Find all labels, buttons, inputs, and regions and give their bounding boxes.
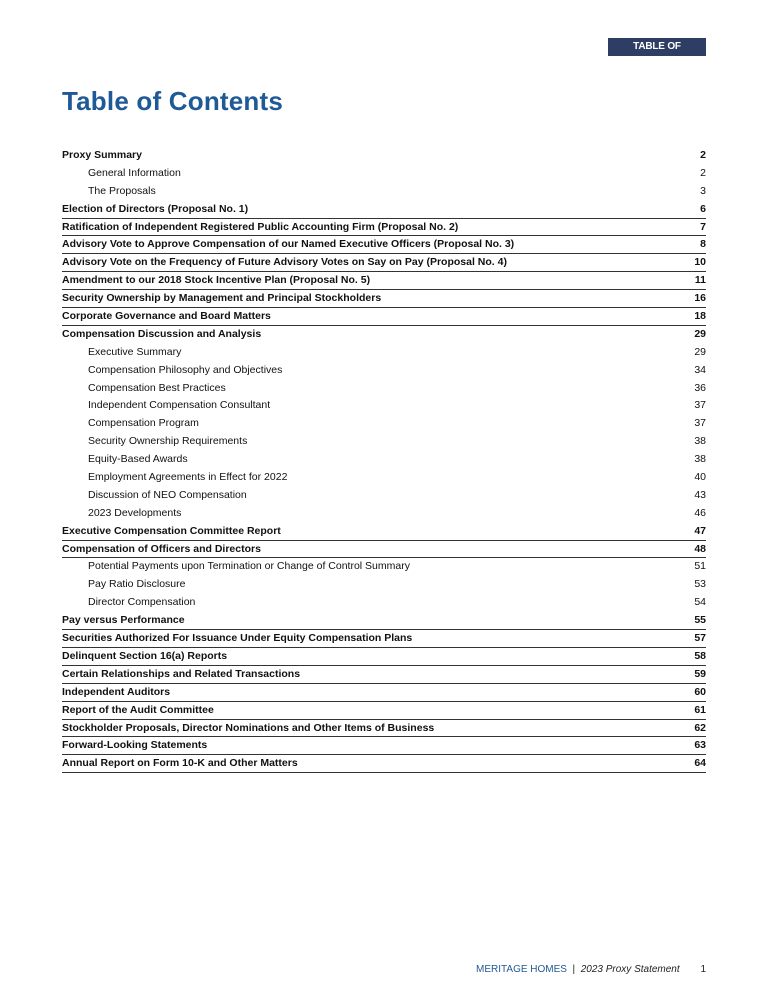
toc-entry-page[interactable]: 62 [694, 721, 706, 734]
toc-entry-page[interactable]: 36 [694, 381, 706, 394]
toc-section-entry[interactable] [62, 541, 706, 559]
toc-entry-label[interactable]: Stockholder Proposals, Director Nominations and Other Items of Business [62, 721, 435, 734]
toc-section-entry[interactable] [62, 254, 706, 272]
toc-section-entry[interactable] [62, 684, 706, 702]
toc-entry-page[interactable]: 57 [694, 632, 706, 645]
toc-entry-page[interactable]: 43 [694, 488, 706, 501]
toc-entry-page[interactable]: 3 [700, 184, 706, 197]
toc-section-entry[interactable] [62, 272, 706, 290]
toc-entry-page[interactable]: 6 [700, 202, 706, 215]
toc-entry-page[interactable]: 8 [700, 238, 706, 251]
toc-entry-label[interactable]: Annual Report on Form 10-K and Other Matters [62, 757, 298, 770]
toc-entry-label[interactable]: Employment Agreements in Effect for 2022 [88, 471, 288, 484]
toc-entry-page[interactable]: 47 [694, 524, 706, 537]
toc-entry-label[interactable]: Pay versus Performance [62, 614, 185, 627]
toc-entry-page[interactable]: 2 [700, 149, 706, 161]
footer-page-number: 1 [700, 964, 706, 975]
toc-subsection-entry[interactable] [62, 487, 706, 505]
toc-entry-page[interactable]: 61 [694, 703, 706, 716]
toc-entry-page[interactable]: 63 [694, 739, 706, 752]
toc-subsection-entry[interactable] [62, 594, 706, 612]
toc-subsection-entry[interactable] [62, 165, 706, 183]
toc-section-entry[interactable] [62, 523, 706, 541]
toc-entry-label[interactable]: Securities Authorized For Issuance Under Equity Compensation Plans [62, 632, 413, 645]
toc-entry-label[interactable]: Certain Relationships and Related Transactions [62, 667, 301, 680]
toc-entry-page[interactable]: 46 [694, 506, 706, 519]
toc-section-entry[interactable] [62, 720, 706, 738]
toc-entry-label[interactable]: Compensation Program [88, 417, 199, 430]
toc-entry-label[interactable]: Discussion of NEO Compensation [88, 488, 247, 501]
toc-entry-label[interactable]: Amendment to our 2018 Stock Incentive Plan (Proposal No. 5) [62, 274, 371, 287]
toc-entry-label[interactable]: Compensation of Officers and Directors [62, 542, 261, 555]
footer-brand: MERITAGE HOMES [476, 964, 567, 975]
toc-section-entry[interactable] [62, 702, 706, 720]
toc-entry-page[interactable]: 53 [694, 578, 706, 591]
toc-entry-label[interactable]: Proxy Summary [62, 149, 142, 161]
toc-entry-page[interactable]: 34 [694, 363, 706, 376]
toc-entry-label[interactable]: Security Ownership by Management and Principal Stockholders [62, 292, 382, 305]
toc-entry-label[interactable]: Pay Ratio Disclosure [88, 578, 186, 591]
toc-subsection-entry[interactable] [62, 469, 706, 487]
toc-section-entry[interactable] [62, 147, 706, 165]
toc-entry-label[interactable]: General Information [88, 166, 181, 179]
table-of-contents-link[interactable]: TABLE OF CONTENTS [608, 38, 706, 56]
toc-entry-label[interactable]: Ratification of Independent Registered Public Accounting Firm (Proposal No. 2) [62, 220, 459, 233]
toc-entry-label[interactable]: Report of the Audit Committee [62, 703, 214, 716]
toc-entry-page[interactable]: 29 [694, 327, 706, 340]
toc-section-entry[interactable] [62, 219, 706, 237]
toc-entry-page[interactable]: 18 [694, 310, 706, 323]
toc-section-entry[interactable] [62, 630, 706, 648]
toc-entry-label[interactable]: Independent Auditors [62, 685, 171, 698]
toc-section-entry[interactable] [62, 308, 706, 326]
toc-subsection-entry[interactable] [62, 397, 706, 415]
toc-entry-page[interactable]: 11 [694, 274, 706, 287]
toc-entry-label[interactable]: Advisory Vote on the Frequency of Future Advisory Votes on Say on Pay (Proposal No. 4) [62, 256, 507, 269]
toc-entry-label[interactable]: The Proposals [88, 184, 156, 197]
toc-entry-page[interactable]: 55 [694, 614, 706, 627]
toc-entry-page[interactable]: 38 [694, 453, 706, 466]
toc-section-entry[interactable] [62, 648, 706, 666]
toc-subsection-entry[interactable] [62, 576, 706, 594]
toc-entry-page[interactable]: 64 [694, 757, 706, 770]
toc-entry-page[interactable]: 60 [694, 685, 706, 698]
page-footer [476, 964, 706, 975]
toc-entry-page[interactable]: 10 [694, 256, 706, 269]
toc-section-entry[interactable] [62, 326, 706, 344]
toc-list [62, 147, 706, 773]
page-title: Table of Contents [62, 86, 284, 116]
toc-subsection-entry[interactable] [62, 183, 706, 201]
toc-entry-label[interactable]: Compensation Best Practices [88, 381, 226, 394]
toc-entry-label[interactable]: Equity-Based Awards [88, 453, 188, 466]
footer-separator: | [572, 964, 576, 975]
toc-entry-page[interactable]: 54 [694, 596, 706, 609]
toc-entry-label[interactable]: Election of Directors (Proposal No. 1) [62, 202, 249, 215]
toc-entry-page[interactable]: 51 [694, 560, 706, 573]
toc-entry-label[interactable]: Executive Summary [88, 345, 182, 358]
toc-entry-page[interactable]: 2 [700, 166, 706, 179]
toc-section-entry[interactable] [62, 201, 706, 219]
toc-subsection-entry[interactable] [62, 380, 706, 398]
toc-entry-label[interactable]: Corporate Governance and Board Matters [62, 310, 271, 323]
toc-subsection-entry[interactable] [62, 415, 706, 433]
toc-subsection-entry[interactable] [62, 433, 706, 451]
toc-entry-page[interactable]: 29 [694, 345, 706, 358]
toc-entry-page[interactable]: 37 [694, 399, 706, 412]
toc-entry-label[interactable]: 2023 Developments [88, 506, 182, 519]
toc-section-entry[interactable] [62, 290, 706, 308]
toc-entry-label[interactable]: Compensation Discussion and Analysis [62, 327, 262, 340]
toc-subsection-entry[interactable] [62, 362, 706, 380]
toc-section-entry[interactable] [62, 666, 706, 684]
toc-entry-label[interactable]: Executive Compensation Committee Report [62, 524, 281, 537]
toc-entry-page[interactable]: 58 [694, 649, 706, 662]
toc-section-entry[interactable] [62, 236, 706, 254]
toc-section-entry[interactable] [62, 755, 706, 773]
toc-entry-label[interactable]: Director Compensation [88, 596, 196, 609]
footer-document-title: 2023 Proxy Statement [580, 964, 680, 975]
toc-subsection-entry[interactable] [62, 451, 706, 469]
toc-entry-label[interactable]: Potential Payments upon Termination or Change of Control Summary [88, 560, 410, 573]
toc-entry-page[interactable]: 59 [694, 667, 706, 680]
toc-entry-page[interactable]: 38 [694, 435, 706, 448]
toc-subsection-entry[interactable] [62, 344, 706, 362]
toc-entry-label[interactable]: Advisory Vote to Approve Compensation of our Named Executive Officers (Proposal No. 3) [62, 238, 515, 251]
toc-section-entry[interactable] [62, 737, 706, 755]
toc-entry-label[interactable]: Independent Compensation Consultant [88, 399, 271, 412]
toc-subsection-entry[interactable] [62, 558, 706, 576]
toc-subsection-entry[interactable] [62, 505, 706, 523]
toc-entry-page[interactable]: 37 [694, 417, 706, 430]
toc-entry-page[interactable]: 7 [700, 220, 706, 233]
toc-entry-page[interactable]: 40 [694, 471, 706, 484]
toc-entry-label[interactable]: Delinquent Section 16(a) Reports [62, 649, 228, 662]
toc-entry-page[interactable]: 48 [694, 542, 706, 555]
toc-entry-label[interactable]: Compensation Philosophy and Objectives [88, 363, 283, 376]
toc-entry-page[interactable]: 16 [694, 292, 706, 305]
toc-entry-label[interactable]: Security Ownership Requirements [88, 435, 248, 448]
toc-section-entry[interactable] [62, 612, 706, 630]
toc-entry-label[interactable]: Forward-Looking Statements [62, 739, 208, 752]
